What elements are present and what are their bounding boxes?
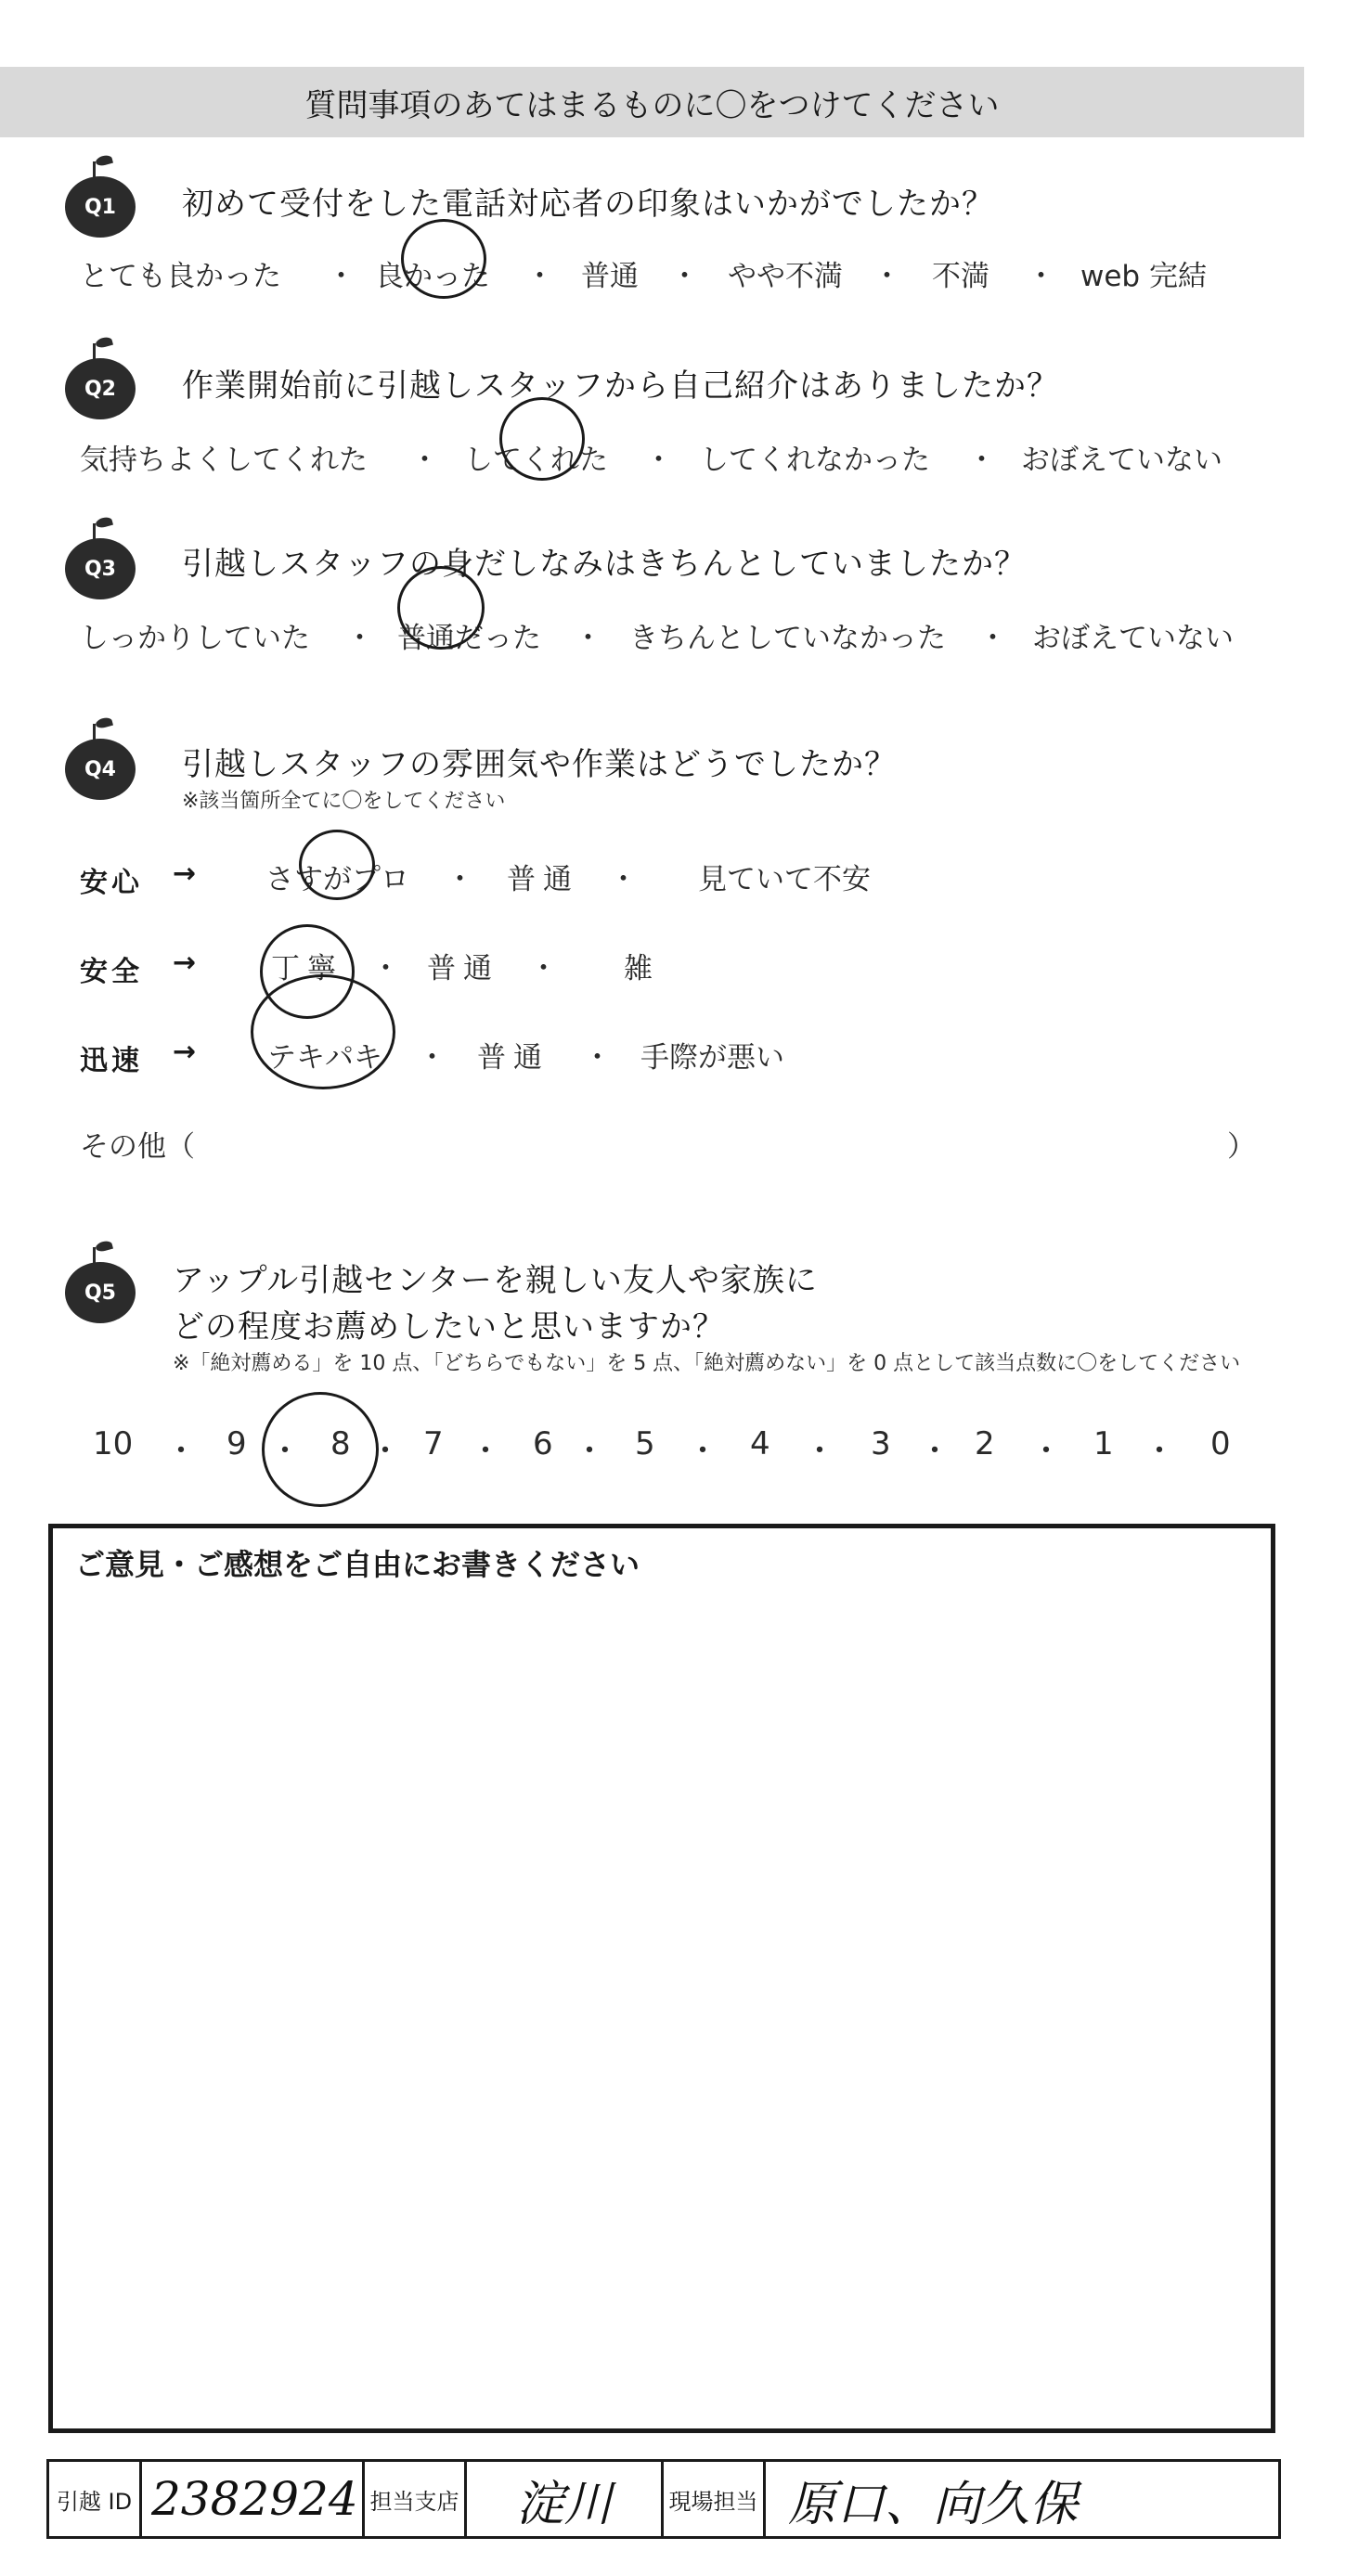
q1-badge xyxy=(65,176,136,238)
separator-dot: ・ xyxy=(670,260,699,293)
move-id-cell[interactable] xyxy=(142,2462,365,2536)
q1-option-6[interactable]: web 完結 xyxy=(1080,260,1207,293)
separator-dot: ・ xyxy=(687,1433,718,1470)
q2-badge xyxy=(65,358,136,419)
site-staff-label-cell xyxy=(664,2462,766,2536)
separator-dot: ・ xyxy=(327,260,356,293)
q4-row-anshin-option-3[interactable]: 見ていて不安 xyxy=(698,863,871,896)
separator-dot: ・ xyxy=(1030,1433,1062,1470)
site-staff-cell[interactable] xyxy=(766,2462,1278,2536)
separator-dot: ・ xyxy=(919,1433,951,1470)
q4-row-jinsoku-label: 迅速 xyxy=(80,1045,143,1077)
score-2[interactable]: 2 xyxy=(975,1425,995,1462)
separator-dot: ・ xyxy=(529,952,558,985)
separator-dot: ・ xyxy=(269,1433,301,1470)
score-7[interactable]: 7 xyxy=(423,1425,444,1462)
q4-title: 引越しスタッフの雰囲気や作業はどうでしたか？ xyxy=(182,746,897,783)
arrow-right-icon: → xyxy=(173,947,200,979)
move-id-label-cell xyxy=(49,2462,142,2536)
separator-dot: ・ xyxy=(345,622,374,655)
move-id-label: 引越 ID xyxy=(56,2488,133,2515)
q4-other-label: その他（ xyxy=(80,1130,195,1164)
q2-option-1[interactable]: 気持ちよくしてくれた xyxy=(80,444,368,477)
move-id-value: 2382924 xyxy=(151,2472,358,2526)
separator-dot: ・ xyxy=(410,444,439,477)
branch-label: 担当支店 xyxy=(369,2488,459,2515)
comments-text[interactable] xyxy=(75,1603,1245,2401)
q5-title-line2: どの程度お薦めしたいと思いますか？ xyxy=(173,1308,725,1346)
comments-box[interactable] xyxy=(48,1524,1275,2433)
q5-badge xyxy=(65,1262,136,1323)
separator-dot: ・ xyxy=(978,622,1007,655)
q2-selection-circle xyxy=(499,397,585,481)
q4-row-anshin-option-1[interactable]: さすがプロ xyxy=(265,863,409,896)
score-0[interactable]: 0 xyxy=(1210,1425,1231,1462)
q2-badge-label: Q2 xyxy=(84,377,116,401)
q1-option-2[interactable]: 良かった xyxy=(375,260,490,293)
q3-option-1[interactable]: しっかりしていた xyxy=(80,622,310,655)
form-header-title: 質問事項のあてはまるものに〇をつけてください xyxy=(304,86,1000,124)
separator-dot: ・ xyxy=(446,863,474,896)
q4-row-anzen-label: 安全 xyxy=(80,956,143,988)
score-6[interactable]: 6 xyxy=(533,1425,553,1462)
q4-row-jinsoku-option-3[interactable]: 手際が悪い xyxy=(640,1041,784,1075)
separator-dot: ・ xyxy=(574,1433,605,1470)
q4-row-anzen-option-3[interactable]: 雑 xyxy=(624,952,653,985)
q2-option-3[interactable]: してくれなかった xyxy=(700,444,930,477)
q3-option-4[interactable]: おぼえていない xyxy=(1032,622,1234,655)
staff-info-table xyxy=(46,2459,1281,2539)
separator-dot: ・ xyxy=(644,444,673,477)
separator-dot: ・ xyxy=(609,863,638,896)
q2-title: 作業開始前に引越しスタッフから自己紹介はありましたか？ xyxy=(182,367,1059,405)
branch-cell[interactable] xyxy=(467,2462,664,2536)
q4-badge-label: Q4 xyxy=(84,757,116,781)
q3-option-2[interactable]: 普通だった xyxy=(397,622,541,655)
q4-other-close: ） xyxy=(1227,1130,1256,1164)
separator-dot: ・ xyxy=(1027,260,1055,293)
site-staff-value: 原口、向久保 xyxy=(788,2476,1079,2532)
separator-dot: ・ xyxy=(583,1041,612,1075)
q1-option-5[interactable]: 不満 xyxy=(932,260,989,293)
q3-badge xyxy=(65,538,136,599)
separator-dot: ・ xyxy=(371,952,400,985)
q1-option-1[interactable]: とても良かった xyxy=(80,260,281,293)
arrow-right-icon: → xyxy=(173,857,200,890)
separator-dot: ・ xyxy=(165,1433,197,1470)
q4-row-anshin-option-2[interactable]: 普通 xyxy=(507,863,579,896)
q4-row-anshin-label: 安心 xyxy=(80,867,143,899)
q5-selection-circle xyxy=(262,1392,379,1507)
separator-dot: ・ xyxy=(470,1433,501,1470)
q4-badge xyxy=(65,739,136,800)
separator-dot: ・ xyxy=(369,1433,401,1470)
q1-selection-circle xyxy=(401,219,486,299)
q4-row-anzen-option-1[interactable]: 丁寧 xyxy=(271,952,343,985)
branch-value: 淀川 xyxy=(515,2476,613,2532)
score-4[interactable]: 4 xyxy=(750,1425,770,1462)
q2-option-2[interactable]: してくれた xyxy=(464,444,608,477)
comments-title: ご意見・ご感想をご自由にお書きください xyxy=(75,1547,640,1582)
q5-badge-label: Q5 xyxy=(84,1281,116,1305)
q1-option-4[interactable]: やや不満 xyxy=(728,260,843,293)
separator-dot: ・ xyxy=(418,1041,446,1075)
q4-note: ※該当箇所全てに〇をしてください xyxy=(182,790,506,813)
score-5[interactable]: 5 xyxy=(635,1425,655,1462)
q4-row-anshin-selection-circle xyxy=(299,830,375,900)
q1-badge-label: Q1 xyxy=(84,195,116,219)
q1-title: 初めて受付をした電話対応者の印象はいかがでしたか？ xyxy=(182,186,994,223)
separator-dot: ・ xyxy=(967,444,996,477)
arrow-right-icon: → xyxy=(173,1036,200,1068)
separator-dot: ・ xyxy=(574,622,602,655)
q1-option-3[interactable]: 普通 xyxy=(581,260,639,293)
q5-title-line1: アップル引越センターを親しい友人や家族に xyxy=(173,1262,818,1299)
q3-badge-label: Q3 xyxy=(84,557,116,581)
q4-row-jinsoku-selection-circle xyxy=(251,974,395,1089)
q3-option-3[interactable]: きちんとしていなかった xyxy=(629,622,946,655)
form-header xyxy=(0,67,1304,137)
q4-row-jinsoku-option-2[interactable]: 普通 xyxy=(477,1041,550,1075)
score-8[interactable]: 8 xyxy=(330,1425,351,1462)
score-3[interactable]: 3 xyxy=(871,1425,891,1462)
site-staff-label: 現場担当 xyxy=(668,2488,758,2515)
separator-dot: ・ xyxy=(1144,1433,1175,1470)
separator-dot: ・ xyxy=(873,260,901,293)
q4-row-jinsoku-option-1[interactable]: テキパキ xyxy=(267,1041,382,1075)
score-9[interactable]: 9 xyxy=(226,1425,247,1462)
score-10[interactable]: 10 xyxy=(93,1425,134,1462)
q4-row-anzen-option-2[interactable]: 普通 xyxy=(427,952,499,985)
separator-dot: ・ xyxy=(804,1433,835,1470)
q3-title: 引越しスタッフの身だしなみはきちんとしていましたか？ xyxy=(182,546,1027,583)
q3-selection-circle xyxy=(397,566,485,650)
separator-dot: ・ xyxy=(525,260,554,293)
score-1[interactable]: 1 xyxy=(1093,1425,1114,1462)
branch-label-cell xyxy=(365,2462,467,2536)
q2-option-4[interactable]: おぼえていない xyxy=(1021,444,1222,477)
q5-note: ※「絶対薦める」を 10 点、「どちらでもない」を 5 点、「絶対薦めない」を 0 点として該当点数に〇をしてください xyxy=(173,1352,1241,1375)
